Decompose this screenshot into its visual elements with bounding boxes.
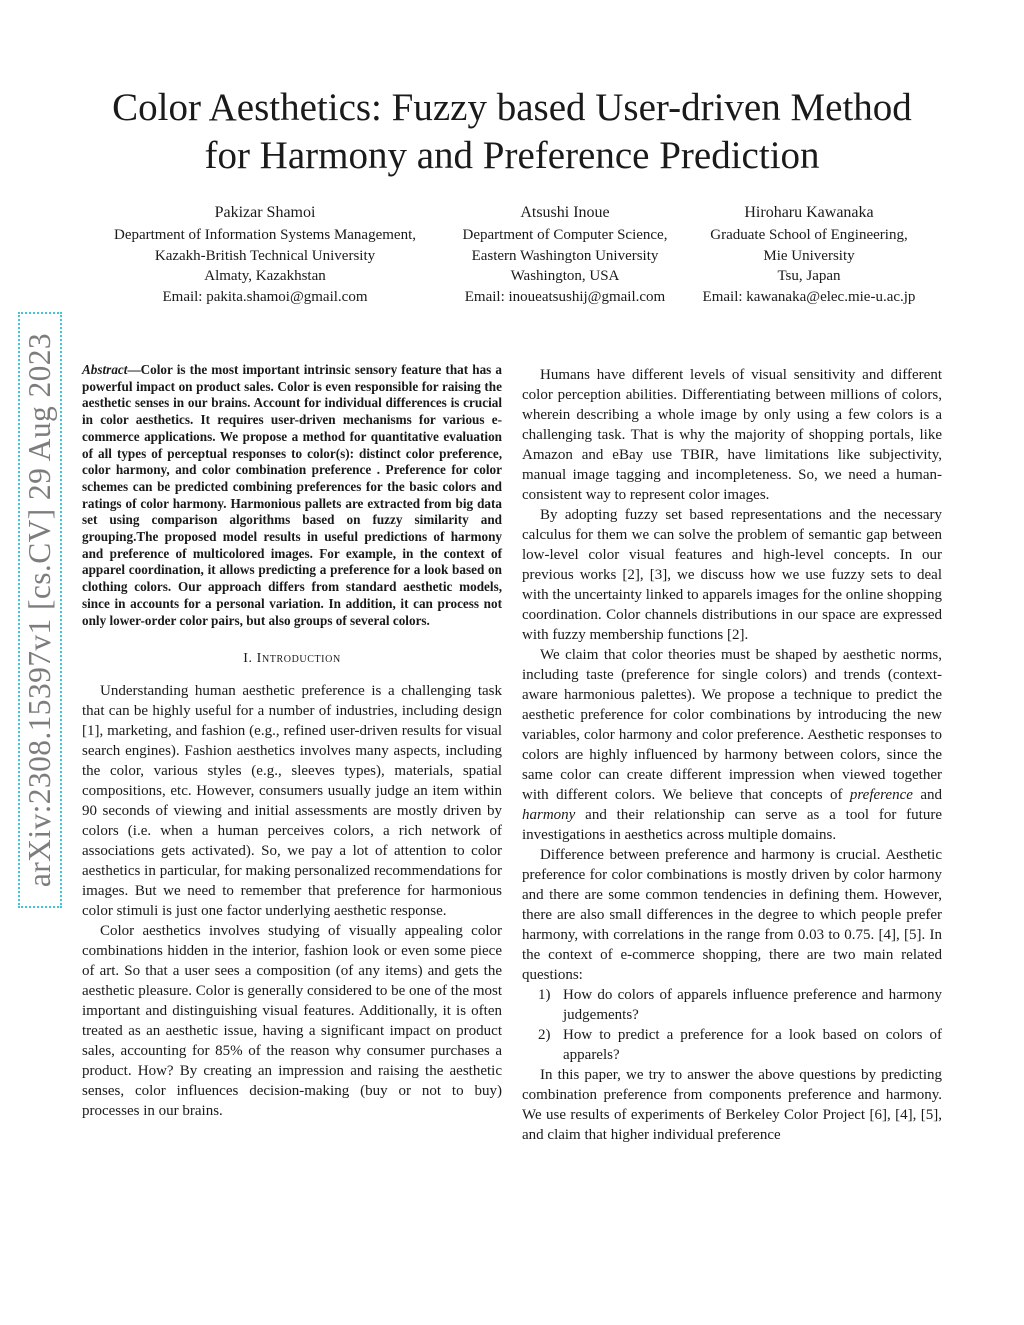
author-department: Graduate School of Engineering, — [710, 227, 908, 243]
abstract-lead: Abstract — [82, 362, 128, 377]
section-heading-introduction: I. Introduction — [243, 651, 341, 667]
right-paragraph-2: By adopting fuzzy set based representations and the necessary calculus for them we can solve the problem of semantic gap between low-level color visual features and high-level concepts. In our previous works [2], [3], we discuss how we use fuzzy sets to deal with the uncertainty linked to apparels images for the online shopping coordination. Color channels distributions in our space are expressed with fuzzy membership functions [2]. — [522, 507, 942, 643]
author-department: Department of Computer Science, — [462, 227, 668, 243]
author-3 — [688, 202, 930, 307]
intro-paragraph-1: Understanding human aesthetic preference is a challenging task that can be highly useful for a number of industries, including design [1], marketing, and fashion (e.g., refined user-driven results for visual search engines). Fashion aesthetics involves many aspects, including the color, various styles (e.g., sleeves types), materials, spatial compositions, etc. However, consumers usually judge an item within 90 seconds of viewing and initial assessments are mostly driven by colors (i.e. when a human perceives colors, a rich network of associations gets activated). So, we pay a lot of attention to color aesthetics in particular, for making personalized recommendations for images. But we need to remember that preference for harmonious color stimuli is just one factor underlying aesthetic response. — [82, 683, 502, 920]
intro-paragraph-2: Color aesthetics involves studying of visually appealing color combinations hidden in the interior, fashion look or even some piece of art. So that a user sees a composition (of any items) and gets the aesthetic pleasure. Color is generally considered to be one of the most important and distinguishing visual features. Additionally, it is often treated as an aesthetic issue, having a significant impact on product sales, accounting for 85% of the reason why consumer purchases a product. How? By creating an impression and raising the aesthetic senses, color influences decision-making (buy or not to buy) processes in our brains. — [82, 923, 502, 1120]
list-item-text: How do colors of apparels influence preference and harmony judgements? — [563, 987, 942, 1023]
list-item-number: 2) — [538, 1027, 551, 1043]
author-email: Email: inoueatsushij@gmail.com — [464, 288, 666, 305]
p3-emphasis-harmony: harmony — [522, 807, 576, 823]
p3-text-a: We claim that color theories must be shaped by aesthetic norms, including taste (preference for single colors) and trends (context-aware harmonious palettes). We propose a technique to predict the aesthetic preference for color combinations by introducing the new variables, color harmony and color preference. Aesthetic responses to colors are highly influenced by harmony between colors, since the same color can create different impression when viewed together with different colors. We believe that concepts of — [522, 647, 942, 803]
p3-emphasis-preference: preference — [849, 787, 913, 803]
author-email: Email: kawanaka@elec.mie-u.ac.jp — [702, 288, 916, 305]
paper-title — [60, 84, 964, 180]
author-location: Almaty, Kazakhstan — [204, 268, 326, 284]
author-location: Washington, USA — [510, 268, 620, 284]
paper-title-line-2: for Harmony and Preference Prediction — [204, 134, 820, 177]
right-paragraph-3 — [522, 645, 942, 845]
p3-text-b: and — [912, 787, 942, 803]
list-item — [522, 985, 942, 1025]
author-institution: Kazakh-British Technical University — [154, 247, 376, 264]
author-department: Department of Information Systems Management, — [113, 227, 416, 243]
author-location: Tsu, Japan — [777, 268, 841, 284]
author-name: Hiroharu Kawanaka — [744, 204, 874, 221]
arxiv-stamp-text: arXiv:2308.15397v1 [cs.CV] 29 Aug 2023 — [22, 332, 57, 888]
author-email: Email: pakita.shamoi@gmail.com — [162, 288, 368, 305]
right-paragraph-1: Humans have different levels of visual sensitivity and different color perception abilities. Differentiating between millions of colors, wherein describing a whole image by only using a few colors is a challenging task. That is why the majority of shopping portals, like Amazon and eBay use TBIR, have limitations like subjectivity, manual image tagging and incompleteness. So, we need a human-consistent way to represent color images. — [522, 367, 942, 503]
right-paragraph-4: Difference between preference and harmony is crucial. Aesthetic preference for color combinations is mostly driven by color harmony and there are some common tendencies in defining them. However, there are also small differences in the degree to which people prefer harmony, with correlations in the range from 0.03 to 0.75. [4], [5]. In the context of e-commerce shopping, there are two main related questions: — [522, 847, 942, 983]
p3-text-c: and their relationship can serve as a tool for future investigations in aesthetics across multiple domains. — [522, 807, 942, 843]
author-institution: Mie University — [763, 247, 855, 264]
author-name: Pakizar Shamoi — [214, 204, 316, 221]
right-paragraph-5: In this paper, we try to answer the above questions by predicting combination preference from components preference and harmony. We use results of experiments of Berkeley Color Project [6], [4], [5], and claim that higher individual preference — [522, 1067, 942, 1143]
paper-title-line-1: Color Aesthetics: Fuzzy based User-driven Method — [112, 86, 912, 129]
author-name: Atsushi Inoue — [520, 204, 610, 221]
list-item — [522, 1025, 942, 1065]
abstract — [82, 362, 502, 629]
left-column — [82, 362, 502, 1121]
arxiv-stamp — [18, 312, 62, 908]
abstract-text: —Color is the most important intrinsic sensory feature that has a powerful impact on product sales. Color is even responsible for raising the aesthetic senses in our brains. Account for individual differences is crucial in color aesthetics. It requires user-driven mechanisms for various e-commerce applications. We propose a method for quantitative evaluation of all types of perceptual responses to color(s): distinct color preference, color harmony, and color combination preference . Preference for color schemes can be predicted combining preferences for the basic colors and ratings of color harmony. Harmonious pallets are extracted from big data set using comparison algorithms based on fuzzy similarity and grouping.The proposed model results in useful predictions of harmony and preference of multicolored images. For example, in the context of apparel coordination, it allows predicting a preference for a look based on clothing colors. Our approach differs from standard aesthetic models, since in accounts for a personal variation. In addition, it can process not only lower-order color pairs, but also groups of several colors. — [82, 362, 502, 628]
list-item-number: 1) — [538, 987, 551, 1003]
right-column — [522, 365, 942, 1145]
author-institution: Eastern Washington University — [471, 247, 659, 264]
question-list — [522, 985, 942, 1065]
list-item-text: How to predict a preference for a look based on colors of apparels? — [563, 1027, 942, 1063]
author-1 — [90, 202, 440, 307]
author-2 — [440, 202, 690, 307]
